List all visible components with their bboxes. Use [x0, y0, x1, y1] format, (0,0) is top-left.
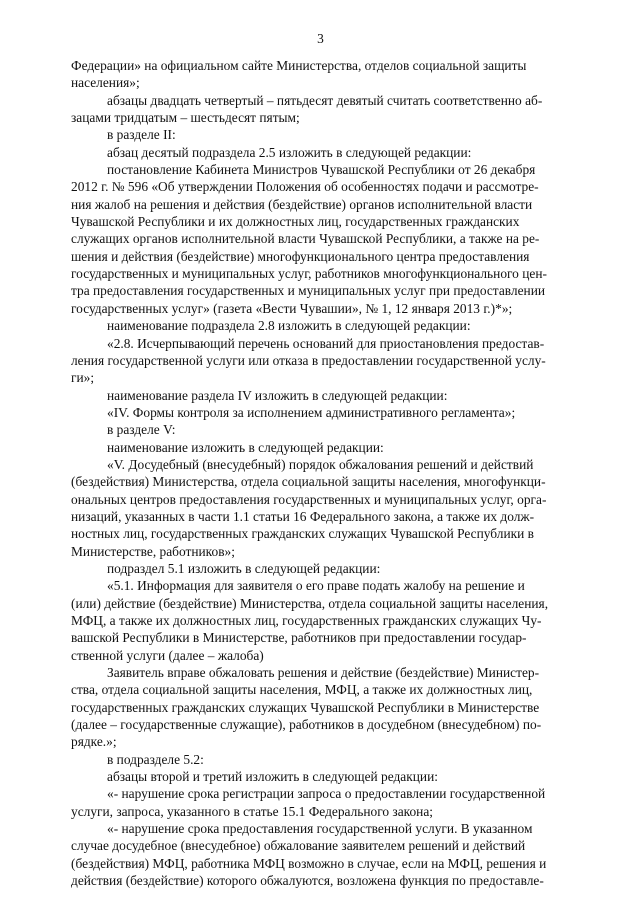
paragraph: наименование подраздела 2.8 изложить в следующей редакции: [107, 318, 471, 334]
paragraph: в разделе II: [107, 127, 176, 143]
paragraph: в разделе V: [107, 422, 176, 438]
paragraph: «IV. Формы контроля за исполнением административного регламента»; [107, 404, 516, 420]
paragraph: «2.8. Исчерпывающий перечень оснований для приостановления предостав- ления государственной услуги или отказа в предоставлении государственной услу- ги»; [71, 335, 546, 386]
paragraph: абзацы двадцать четвертый – пятьдесят девятый считать соответственно аб- зацами тридцатым – шестьдесят пятым; [71, 92, 543, 126]
paragraph: в подразделе 5.2: [107, 751, 204, 767]
paragraph: абзац десятый подраздела 2.5 изложить в следующей редакции: [107, 144, 472, 160]
paragraph: Федерации» на официальном сайте Министерства, отделов социальной защиты населения»; [71, 58, 527, 91]
paragraph: «- нарушение срока регистрации запроса о предоставлении государственной услуги, запроса, указанного в статье 15.1 Федерального закона; [71, 786, 546, 819]
paragraph: «- нарушение срока предоставления государственной услуги. В указанном случае досудебное (внесудебное) обжалование заявителем решений и действий (бездействия) МФЦ, работника МФЦ возможно в случае, если на МФЦ, решения и действия (бездействие) которого обжалуются, возложена функция по предоставле- [71, 821, 547, 889]
page-number: 3 [317, 31, 324, 46]
paragraph: постановление Кабинета Министров Чувашской Республики от 26 декабря 2012 г. № 596 «Об утверждении Положения об особенностях подачи и рассмотре- ния жалоб на решения и действия (бездействие) органов исполнительной власти Чувашской Республики и их должностных лиц, государственных гражданских служащих органов исполнительной власти Чувашской Республики, а также на ре- шения и действия (бездействие) многофункционального центра предоставления государственных и муниципальных услуг, работников многофункционального цен- тра предоставления государственных и муниципальных услуг при предоставлении государственных услуг» (газета «Вести Чувашии», № 1, 12 января 2013 г.)*»; [71, 162, 547, 316]
paragraph: «5.1. Информация для заявителя о его праве подать жалобу на решение и (или) действие (бездействие) Министерства, отдела социальной защиты населения, МФЦ, а также их должностных лиц, государственных гражданских служащих Чу- вашской Республики в Министерстве, работников при предоставлении государ- ственной услуги (далее – жалоба) [71, 578, 549, 663]
paragraph: абзацы второй и третий изложить в следующей редакции: [107, 769, 438, 785]
paragraph: Заявитель вправе обжаловать решения и действие (бездействие) Министер- ства, отдела социальной защиты населения, МФЦ, а также их должностных лиц, государственных гражданских служащих Чувашской Республики в Министерстве (далее – государственные служащие), работников в досудебном (внесудебном) по- рядке.»; [71, 665, 542, 750]
paragraph: «V. Досудебный (внесудебный) порядок обжалования решений и действий (бездействия) Министерства, отдела социальной защиты населения, многофункци- ональных центров предоставления государственных и муниципальных услуг, орга- низаций, указанных в части 1.1 статьи 16 Федерального закона, а также их долж- ностных лиц, государственных гражданских служащих Чувашской Республики в Министерстве, работников»; [71, 456, 547, 559]
paragraph: подраздел 5.1 изложить в следующей редакции: [107, 560, 381, 576]
document-body [71, 57, 570, 890]
paragraph: наименование изложить в следующей редакции: [107, 439, 384, 455]
paragraph: наименование раздела IV изложить в следующей редакции: [107, 387, 448, 403]
